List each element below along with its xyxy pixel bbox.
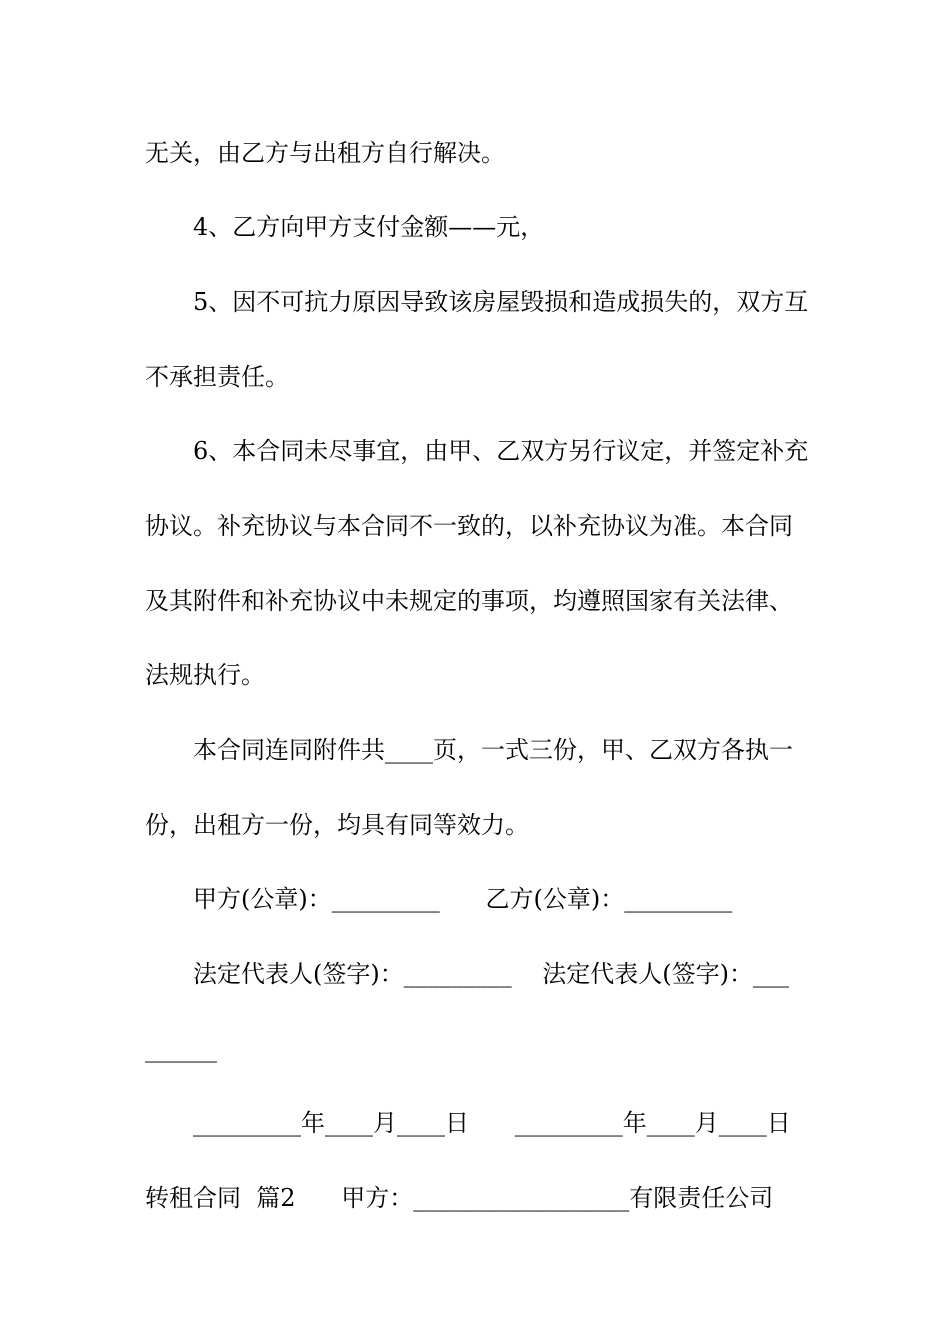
clause-4: 4、乙方向甲方支付金额——元， bbox=[193, 213, 545, 241]
text-line-4: 不承担责任。 bbox=[145, 363, 289, 391]
clause-6: 6、本合同未尽事宜，由甲、乙双方另行议定，并签定补充 bbox=[193, 437, 809, 465]
seal-line: 甲方(公章)：_________ 乙方(公章)：_________ bbox=[193, 885, 733, 913]
text-line-7: 及其附件和补充协议中未规定的事项，均遵照国家有关法律、 bbox=[145, 587, 793, 615]
text-line-6: 协议。补充协议与本合同不一致的，以补充协议为准。本合同 bbox=[145, 512, 793, 540]
text-line-8: 法规执行。 bbox=[145, 661, 265, 689]
contract-2-heading: 转租合同 篇2 甲方：__________________有限责任公司 bbox=[145, 1184, 774, 1212]
text-line-10: 份，出租方一份，均具有同等效力。 bbox=[145, 811, 529, 839]
signature-line: 法定代表人(签字)：_________ 法定代表人(签字)：___ bbox=[193, 960, 789, 988]
text-line-1: 无关，由乙方与出租方自行解决。 bbox=[145, 139, 505, 167]
clause-5: 5、因不可抗力原因导致该房屋毁损和造成损失的，双方互 bbox=[193, 288, 809, 316]
signature-line-continued: ______ bbox=[145, 1035, 217, 1063]
copies-paragraph: 本合同连同附件共____页，一式三份，甲、乙双方各执一 bbox=[193, 736, 793, 764]
date-line: _________年____月____日 _________年____月____日 bbox=[193, 1109, 791, 1137]
